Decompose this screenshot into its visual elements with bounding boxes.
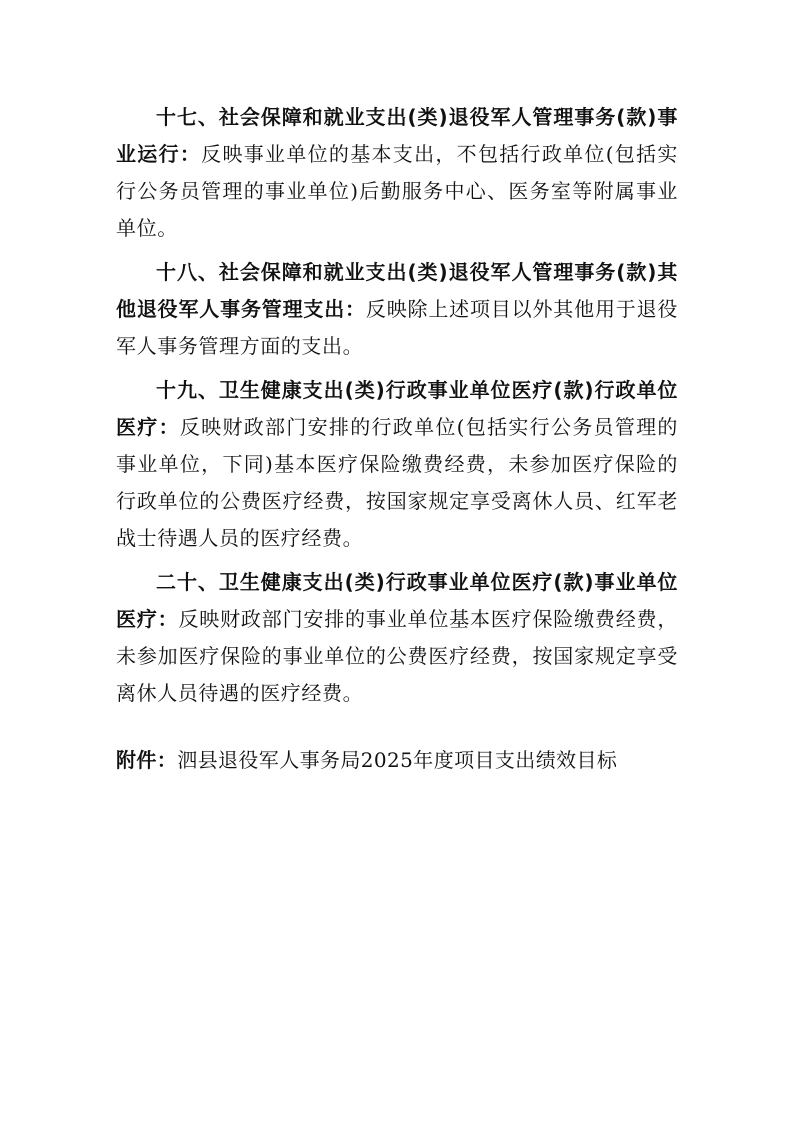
section-18 — [116, 254, 678, 365]
attachment-label: 附件： — [116, 748, 178, 772]
section-19 — [116, 372, 678, 557]
section-heading: 十九、卫生健康支出(类)行政事业单位医疗(款)行政单位医疗： — [116, 378, 678, 439]
section-body: 反映除上述项目以外其他用于退役军人事务管理方面的支出。 — [116, 297, 679, 358]
section-17 — [116, 99, 678, 247]
section-heading: 十八、社会保障和就业支出(类)退役军人管理事务(款)其他退役军人事务管理支出： — [116, 260, 678, 321]
section-heading: 二十、卫生健康支出(类)行政事业单位医疗(款)事业单位医疗： — [116, 570, 678, 631]
section-body: 反映财政部门安排的事业单位基本医疗保险缴费经费，未参加医疗保险的事业单位的公费医疗经费，按国家规定享受离休人员待遇的医疗经费。 — [116, 607, 678, 705]
section-20 — [116, 564, 678, 712]
attachment-line — [116, 742, 716, 779]
attachment-title: 泗县退役军人事务局2025年度项目支出绩效目标 — [177, 748, 618, 772]
document-body — [116, 99, 678, 719]
section-body: 反映事业单位的基本支出，不包括行政单位(包括实行公务员管理的事业单位)后勤服务中心、医务室等附属事业单位。 — [116, 142, 678, 240]
section-body: 反映财政部门安排的行政单位(包括实行公务员管理的事业单位，下同)基本医疗保险缴费经费，未参加医疗保险的行政单位的公费医疗经费，按国家规定享受离休人员、红军老战士待遇人员的医疗经费。 — [116, 415, 679, 550]
section-heading: 十七、社会保障和就业支出(类)退役军人管理事务(款)事业运行： — [116, 105, 678, 166]
